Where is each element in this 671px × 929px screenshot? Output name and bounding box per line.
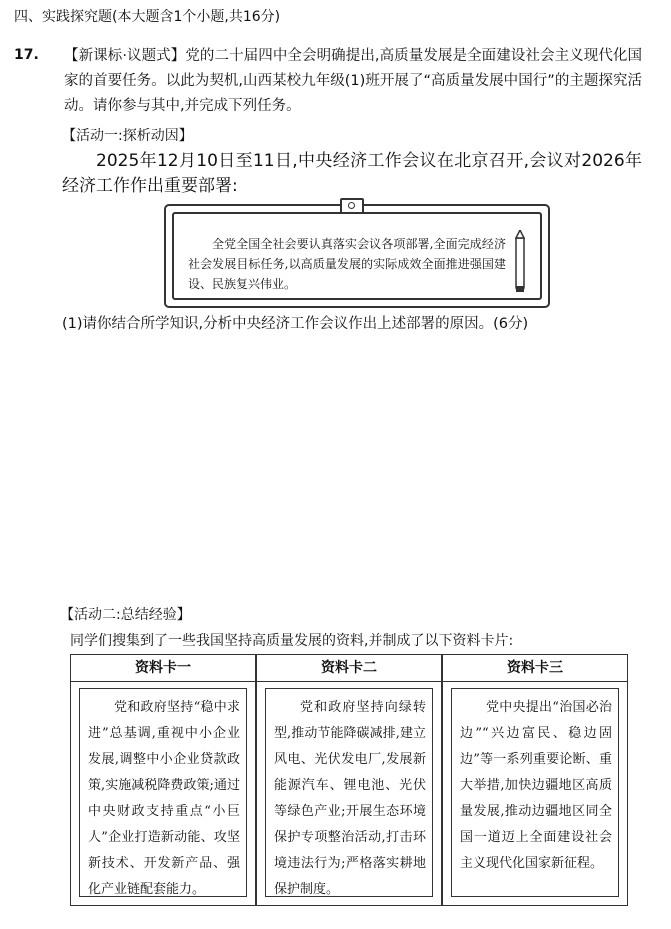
material-card-body	[265, 688, 433, 897]
activity-two-lead: 同学们搜集到了一些我国坚持高质量发展的资料,并制成了以下资料卡片:	[70, 633, 514, 649]
material-card-title: 资料卡二	[257, 655, 441, 682]
question-number: 17.	[14, 47, 39, 63]
material-card-text: 党和政府坚持“稳中求进”总基调,重视中小企业发展,调整中小企业贷款政策,实施减税降费政策;通过中央财政支持重点“小巨人”企业打造新动能、攻坚新技术、开发新产品、强化产业链配套能力。	[88, 700, 240, 897]
material-card-1	[70, 654, 256, 906]
activity-one-lead: 2025年12月10日至11日,中央经济工作会议在北京召开,会议对2026年经济工作作出重要部署:	[62, 151, 642, 196]
sub-question-1: (1)请你结合所学知识,分析中央经济工作会议作出上述部署的原因。(6分)	[62, 316, 529, 332]
pencil-icon	[515, 230, 525, 294]
quote-board-text: 全党全国全社会要认真落实会议各项部署,全面完成经济社会发展目标任务,以高质量发展的实际成效全面推进强国建设、民族复兴伟业。	[188, 237, 506, 291]
board-clip-icon	[340, 198, 364, 214]
section-title: 四、实践探究题(本大题含1个小题,共16分)	[14, 9, 281, 25]
activity-two-label: 【活动二:总结经验】	[60, 607, 191, 623]
material-card-title: 资料卡一	[71, 655, 255, 682]
question-body: 【新课标·议题式】党的二十届四中全会明确提出,高质量发展是全面建设社会主义现代化国家的首要任务。以此为契机,山西某校九年级(1)班开展了“高质量发展中国行”的主题探究活动。请你参与其中,并完成下列任务。	[64, 48, 642, 114]
material-card-body	[451, 688, 619, 897]
activity-one-label: 【活动一:探析动因】	[62, 128, 193, 144]
quote-board-frame	[172, 212, 542, 300]
material-card-2	[256, 654, 442, 906]
material-card-body	[79, 688, 247, 897]
material-card-text: 党和政府坚持向绿转型,推动节能降碳减排,建立风电、光伏发电厂,发展新能源汽车、锂电池、光伏等绿色产业;开展生态环境保护专项整治活动,打击环境违法行为;严格落实耕地保护制度。	[274, 700, 426, 897]
material-card-3	[442, 654, 628, 906]
quote-board	[164, 204, 550, 308]
material-card-text: 党中央提出“治国必治边”“兴边富民、稳边固边”等一系列重要论断、重大举措,加快边疆地区高质量发展,推动边疆地区同全国一道迈上全面建设社会主义现代化国家新征程。	[460, 700, 612, 871]
material-card-title: 资料卡三	[443, 655, 627, 682]
